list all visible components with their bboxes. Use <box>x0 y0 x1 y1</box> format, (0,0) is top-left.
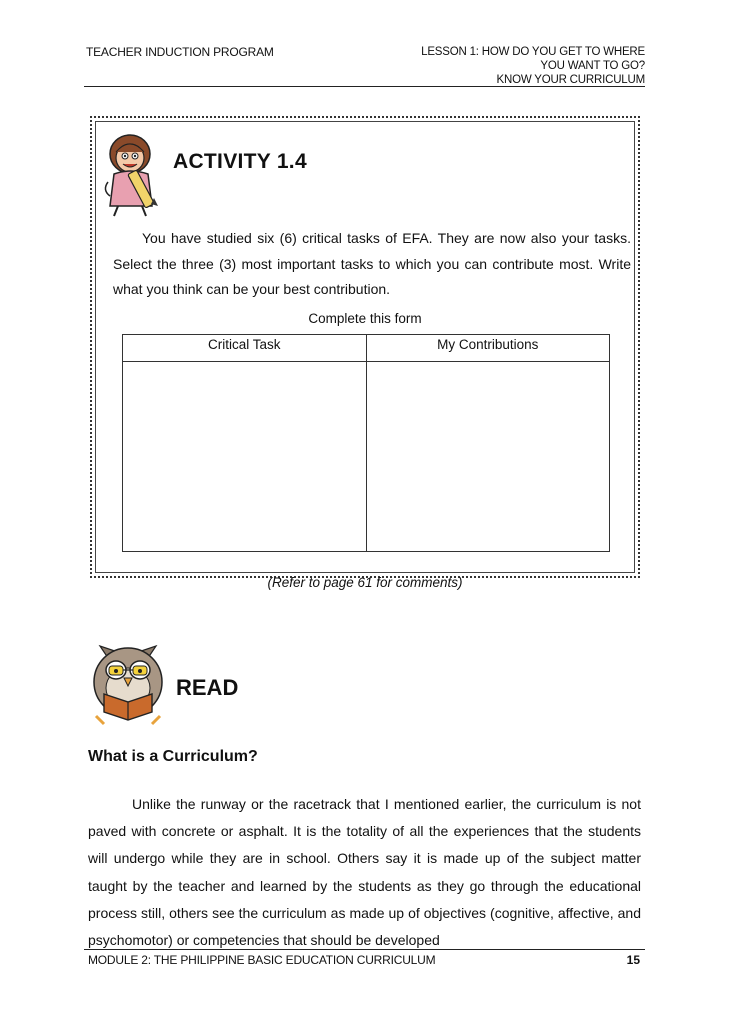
header-lesson-line-1: LESSON 1: HOW DO YOU GET TO WHERE <box>421 46 645 58</box>
refer-page-note: (Refer to page 61 for comments) <box>267 575 463 590</box>
header-lesson-line-2: YOU WANT TO GO? <box>540 60 645 72</box>
activity-instructions: You have studied six (6) critical tasks of EFA. They are now also your tasks. Select the three (3) most important tasks to which you can contribute most. Write what you think can be your best contribution. <box>113 230 631 297</box>
column-header-critical-task: Critical Task <box>123 335 367 362</box>
activity-title: ACTIVITY 1.4 <box>173 150 307 173</box>
column-header-my-contributions: My Contributions <box>366 335 610 362</box>
teacher-writing-icon <box>96 124 172 218</box>
critical-task-cell[interactable] <box>123 362 367 552</box>
header-rule <box>84 86 645 87</box>
header-program-title: TEACHER INDUCTION PROGRAM <box>86 45 274 59</box>
header-lesson-line-3: KNOW YOUR CURRICULUM <box>496 74 645 86</box>
page-number: 15 <box>626 953 640 967</box>
read-section-title: READ <box>176 675 239 700</box>
footer-module-title: MODULE 2: THE PHILIPPINE BASIC EDUCATION CURRICULUM <box>88 953 436 967</box>
header-lesson-title <box>421 45 645 87</box>
my-contributions-cell[interactable] <box>366 362 610 552</box>
section-body-paragraph: Unlike the runway or the racetrack that I mentioned earlier, the curriculum is not paved with concrete or asphalt. It is the totality of all the experiences that the students will undergo while they are in school. Others say it is made up of the subject matter taught by the teacher and learned by the students as they go through the educational process still, others see the curriculum as made up of objectives (cognitive, affective, and psychomotor) or competencies that should be developed <box>88 796 641 949</box>
owl-reading-icon <box>82 632 178 726</box>
form-caption: Complete this form <box>308 311 422 326</box>
section-heading: What is a Curriculum? <box>88 748 258 765</box>
contribution-form-table <box>122 334 610 552</box>
footer-rule <box>84 949 645 950</box>
form-header-row <box>123 335 610 362</box>
form-input-row <box>123 362 610 552</box>
